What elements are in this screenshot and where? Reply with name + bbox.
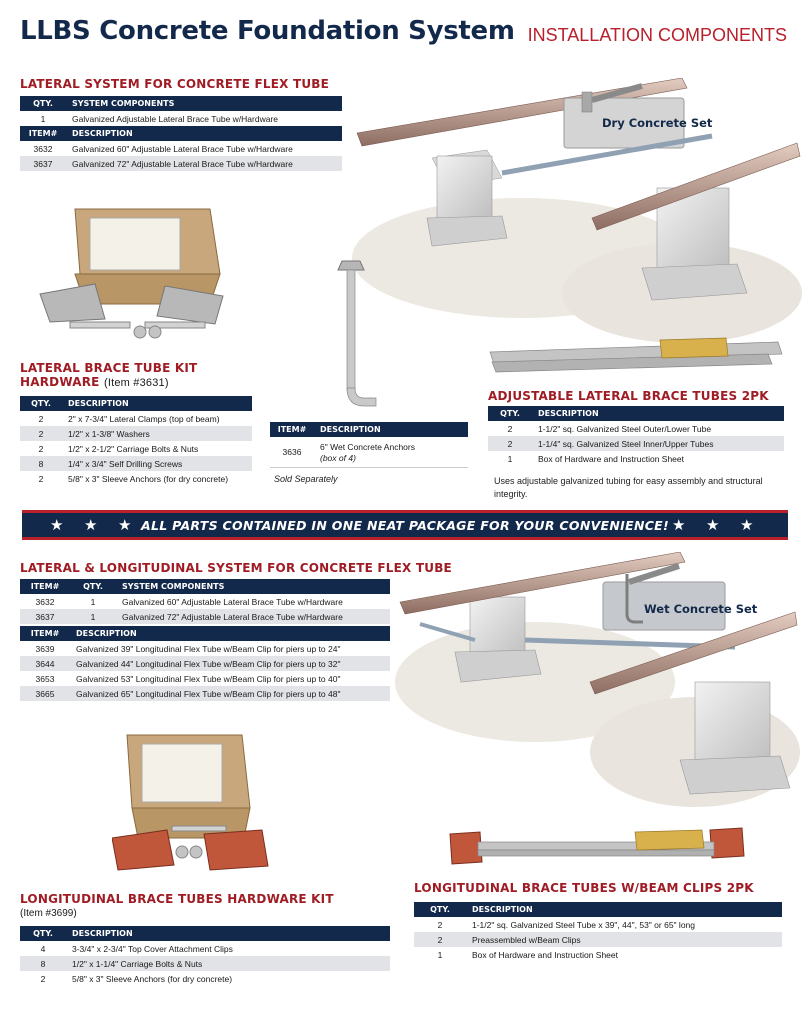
item-header: ITEM# <box>20 626 70 641</box>
table-row <box>20 641 390 656</box>
table-header-row <box>20 626 390 641</box>
lateral-system-title: LATERAL SYSTEM FOR CONCRETE FLEX TUBE <box>20 77 330 91</box>
desc-cell: Galvanized 72" Adjustable Lateral Brace Tube w/Hardware <box>66 156 342 171</box>
star-icon: ★ <box>706 517 720 534</box>
desc-cell: 5/8" x 3" Sleeve Anchors (for dry concrete) <box>72 973 233 984</box>
table-row <box>20 441 252 456</box>
qty-cell: 2 <box>20 426 62 441</box>
table-row <box>20 456 252 471</box>
item-header: ITEM# <box>20 126 66 141</box>
top-cover-clip <box>112 830 174 870</box>
table-row <box>20 111 342 126</box>
table-row <box>488 421 784 436</box>
item-header: ITEM# <box>20 579 70 594</box>
table-row <box>20 656 390 671</box>
top-cover-clip <box>204 830 268 870</box>
desc-cell: 5/8" x 3" Sleeve Anchors (for dry concrete) <box>68 473 229 484</box>
qty-cell: 2 <box>38 473 44 484</box>
desc-cell: Galvanized 60" Adjustable Lateral Brace Tube w/Hardware <box>122 596 343 607</box>
wet-concrete-label: Wet Concrete Set <box>644 602 758 616</box>
washer <box>134 326 146 338</box>
pier-block <box>695 682 770 764</box>
item-cell: 3639 <box>35 643 55 654</box>
table-header-row <box>488 406 784 421</box>
nut <box>176 846 188 858</box>
adjustable-tubes-image <box>488 334 784 378</box>
desc-cell: 1/4" x 3/4" Self Drilling Screws <box>62 456 252 471</box>
adjustable-tubes-note: Uses adjustable galvanized tubing for easy assembly and structural integrity. <box>494 476 763 499</box>
table-row <box>20 941 390 956</box>
package-banner <box>22 510 788 540</box>
star-icon: ★ <box>50 517 64 534</box>
item-cell: 3636 <box>270 437 314 467</box>
hardware-box <box>660 338 728 358</box>
table-row <box>270 437 468 467</box>
desc-cell: Galvanized 60" Adjustable Lateral Brace Tube w/Hardware <box>72 143 293 154</box>
table-row <box>20 156 342 171</box>
qty-header: QTY. <box>20 396 62 411</box>
longitudinal-tubes-title: LONGITUDINAL BRACE TUBES W/BEAM CLIPS 2PK <box>414 881 754 895</box>
qty-cell: 2 <box>414 932 466 947</box>
item-cell: 3632 <box>35 596 55 607</box>
qty-cell: 2 <box>38 413 44 424</box>
description-header: DESCRIPTION <box>62 396 252 411</box>
table-row <box>20 971 390 986</box>
desc-cell: Box of Hardware and Instruction Sheet <box>472 949 618 960</box>
lateral-kit-table <box>20 396 252 486</box>
longitudinal-kit-title: LONGITUDINAL BRACE TUBES HARDWARE KIT <box>20 892 334 906</box>
lateral-kit-item-number: (Item #3631) <box>103 377 169 389</box>
anchor-description: 6" Wet Concrete Anchors <box>320 441 415 452</box>
table-row <box>20 471 252 486</box>
desc-cell: Galvanized 65" Longitudinal Flex Tube w/Beam Clip for piers up to 48" <box>70 686 390 701</box>
qty-cell: 8 <box>20 456 62 471</box>
star-icon: ★ <box>672 517 686 534</box>
desc-cell: 1-1/2" sq. Galvanized Steel Tube x 39", 44", 53" or 65" long <box>472 919 696 930</box>
qty-header: QTY. <box>20 96 66 111</box>
table-row <box>488 451 784 466</box>
anchor-hook <box>347 388 376 406</box>
hardware-box <box>635 830 704 850</box>
table-row <box>414 947 782 962</box>
desc-cell: 2" x 7-3/4" Lateral Clamps (top of beam) <box>68 413 220 424</box>
table-header-row <box>414 902 782 917</box>
wet-anchor-table <box>270 422 468 468</box>
lat-long-system-title: LATERAL & LONGITUDINAL SYSTEM FOR CONCRETE FLEX TUBE <box>20 561 452 575</box>
item-cell: 3644 <box>20 656 70 671</box>
washer <box>149 326 161 338</box>
anchor-rod <box>347 270 355 390</box>
longitudinal-tubes-table <box>414 902 782 962</box>
table-row <box>414 917 782 932</box>
qty-cell: 1 <box>437 949 443 960</box>
qty-cell: 1 <box>70 609 116 624</box>
desc-cell: 1-1/4" sq. Galvanized Steel Inner/Upper Tubes <box>532 436 784 451</box>
desc-cell: Galvanized 53" Longitudinal Flex Tube w/Beam Clip for piers up to 40" <box>76 673 341 684</box>
anchor-box-note: (box of 4) <box>320 452 356 463</box>
table-header-row <box>20 126 342 141</box>
description-header: DESCRIPTION <box>466 902 782 917</box>
adjustable-tubes-title: ADJUSTABLE LATERAL BRACE TUBES 2PK <box>488 389 769 403</box>
table-header-row <box>270 422 468 437</box>
pier-block <box>437 156 492 218</box>
desc-cell: Box of Hardware and Instruction Sheet <box>538 453 684 464</box>
qty-cell: 2 <box>40 973 46 984</box>
desc-cell: Preassembled w/Beam Clips <box>466 932 782 947</box>
description-header: DESCRIPTION <box>66 126 342 141</box>
qty-cell: 8 <box>20 956 66 971</box>
pier-block <box>470 597 525 657</box>
lateral-system-table <box>20 96 342 171</box>
qty-cell: 2 <box>507 423 513 434</box>
desc-cell: 3-3/4" x 2-3/4" Top Cover Attachment Clips <box>72 943 233 954</box>
instruction-sheet <box>142 744 222 802</box>
page-subtitle: INSTALLATION COMPONENTS <box>527 25 787 45</box>
pier-pad <box>680 756 790 794</box>
components-header: SYSTEM COMPONENTS <box>66 96 342 111</box>
wet-anchor-image <box>330 258 380 414</box>
carriage-bolt <box>70 322 130 328</box>
beam-clip <box>710 828 744 858</box>
sold-separately-note: Sold Separately <box>274 474 338 484</box>
star-icon: ★ <box>84 517 98 534</box>
dry-concrete-label: Dry Concrete Set <box>602 116 713 130</box>
instruction-sheet <box>90 218 180 270</box>
anchor-bolt <box>582 92 592 112</box>
qty-header: QTY. <box>70 579 116 594</box>
qty-cell: 2 <box>488 436 532 451</box>
desc-cell: Galvanized 39" Longitudinal Flex Tube w/Beam Clip for piers up to 24" <box>76 643 341 654</box>
item-cell: 3637 <box>20 609 70 624</box>
qty-header: QTY. <box>20 926 66 941</box>
lateral-kit-title-line2 <box>20 375 169 389</box>
page-title: LLBS Concrete Foundation System <box>20 16 515 46</box>
table-header-row <box>20 926 390 941</box>
desc-cell: 1/2" x 1-1/4" Carriage Bolts & Nuts <box>66 956 390 971</box>
item-header: ITEM# <box>270 422 314 437</box>
longitudinal-kit-item-number: (Item #3699) <box>20 908 77 919</box>
longitudinal-kit-image <box>112 730 304 880</box>
components-header: SYSTEM COMPONENTS <box>116 579 390 594</box>
lat-long-system-illustration <box>395 552 800 820</box>
desc-cell: Galvanized 44" Longitudinal Flex Tube w/Beam Clip for piers up to 32" <box>70 656 390 671</box>
table-header-row <box>20 96 342 111</box>
longitudinal-tubes-image <box>440 826 750 866</box>
star-icon: ★ <box>118 517 132 534</box>
table-row <box>20 594 390 609</box>
item-cell: 3632 <box>33 143 53 154</box>
table-header-row <box>20 579 390 594</box>
carriage-bolt <box>172 826 226 831</box>
table-row <box>20 609 390 624</box>
table-row <box>20 671 390 686</box>
qty-cell: 1 <box>507 453 513 464</box>
qty-cell: 2 <box>38 443 44 454</box>
longitudinal-kit-table <box>20 926 390 986</box>
desc-cell: 1/2" x 2-1/2" Carriage Bolts & Nuts <box>68 443 199 454</box>
beam-clip <box>450 832 482 864</box>
lat-long-items-table <box>20 626 390 701</box>
lateral-kit-title-part: HARDWARE <box>20 375 100 389</box>
desc-cell <box>314 437 468 467</box>
qty-header: QTY. <box>414 902 466 917</box>
lateral-kit-title: LATERAL BRACE TUBE KIT <box>20 361 198 375</box>
desc-cell: 1-1/2" sq. Galvanized Steel Outer/Lower Tube <box>538 423 712 434</box>
qty-header: QTY. <box>488 406 532 421</box>
table-row <box>20 956 390 971</box>
item-cell: 3665 <box>20 686 70 701</box>
table-row <box>488 436 784 451</box>
qty-cell: 1 <box>40 113 46 124</box>
description-header: DESCRIPTION <box>70 626 390 641</box>
lateral-kit-image <box>35 204 227 344</box>
desc-cell: 1/2" x 1-3/8" Washers <box>62 426 252 441</box>
item-cell: 3653 <box>35 673 55 684</box>
banner-text: ALL PARTS CONTAINED IN ONE NEAT PACKAGE FOR YOUR CONVENIENCE! <box>140 518 670 533</box>
desc-cell: Galvanized Adjustable Lateral Brace Tube w/Hardware <box>72 113 279 124</box>
description-header: DESCRIPTION <box>314 422 468 437</box>
qty-cell: 2 <box>437 919 443 930</box>
adjustable-tubes-table <box>488 406 784 466</box>
lat-long-system-table <box>20 579 390 624</box>
item-cell: 3637 <box>20 156 66 171</box>
lateral-system-illustration <box>352 78 802 350</box>
desc-cell: Galvanized 72" Adjustable Lateral Brace Tube w/Hardware <box>116 609 390 624</box>
table-row <box>20 686 390 701</box>
description-header: DESCRIPTION <box>66 926 390 941</box>
description-header: DESCRIPTION <box>532 406 784 421</box>
longitudinal-tube <box>478 850 714 856</box>
table-row <box>414 932 782 947</box>
star-icon: ★ <box>740 517 754 534</box>
table-row <box>20 141 342 156</box>
qty-cell: 1 <box>90 596 96 607</box>
table-row <box>20 411 252 426</box>
lateral-clamp <box>40 284 105 322</box>
qty-cell: 4 <box>40 943 46 954</box>
anchor-nut <box>338 261 364 270</box>
table-row <box>20 426 252 441</box>
table-header-row <box>20 396 252 411</box>
nut <box>190 846 202 858</box>
